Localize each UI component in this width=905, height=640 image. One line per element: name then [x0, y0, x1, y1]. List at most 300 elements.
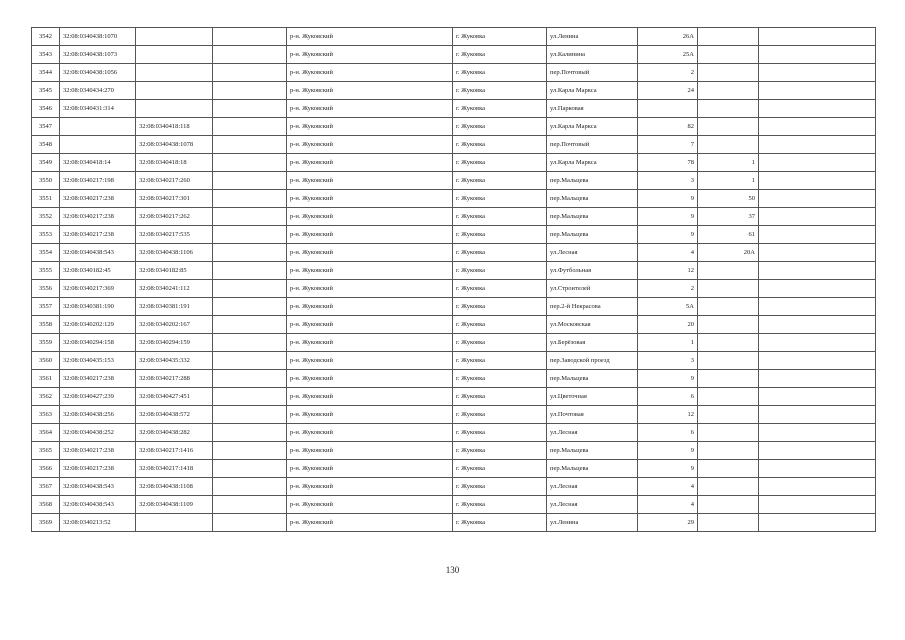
empty-cell [759, 82, 876, 100]
empty-cell [213, 406, 287, 424]
building-cadastral-cell [136, 100, 213, 118]
street-cell: ул.Ленина [547, 28, 638, 46]
empty-cell [213, 496, 287, 514]
table-row [32, 496, 876, 514]
cadastral-number-cell: 32:08:0340431:314 [60, 100, 136, 118]
building-cadastral-cell [136, 82, 213, 100]
empty-cell [759, 388, 876, 406]
flat-number-cell: 1 [698, 154, 759, 172]
flat-number-cell [698, 262, 759, 280]
city-cell: г. Жуковка [453, 352, 547, 370]
row-number-cell: 3559 [32, 334, 60, 352]
empty-cell [213, 370, 287, 388]
street-cell: ул.Карла Маркса [547, 154, 638, 172]
district-cell: р-н. Жуковский [287, 316, 453, 334]
house-number-cell: 20 [638, 316, 698, 334]
cadastral-number-cell: 32:08:0340438:543 [60, 244, 136, 262]
empty-cell [759, 442, 876, 460]
house-number-cell: 12 [638, 406, 698, 424]
building-cadastral-cell: 32:08:0340418:118 [136, 118, 213, 136]
building-cadastral-cell: 32:08:0340217:1418 [136, 460, 213, 478]
cadastral-number-cell: 32:08:0340427:239 [60, 388, 136, 406]
table-row [32, 190, 876, 208]
table-row [32, 226, 876, 244]
house-number-cell: 9 [638, 190, 698, 208]
flat-number-cell [698, 28, 759, 46]
flat-number-cell [698, 280, 759, 298]
table-row [32, 388, 876, 406]
flat-number-cell [698, 298, 759, 316]
empty-cell [213, 262, 287, 280]
empty-cell [759, 406, 876, 424]
house-number-cell: 4 [638, 478, 698, 496]
row-number-cell: 3556 [32, 280, 60, 298]
row-number-cell: 3568 [32, 496, 60, 514]
street-cell: ул.Московская [547, 316, 638, 334]
table-row [32, 172, 876, 190]
street-cell: ул.Почтовая [547, 406, 638, 424]
empty-cell [213, 424, 287, 442]
district-cell: р-н. Жуковский [287, 154, 453, 172]
row-number-cell: 3543 [32, 46, 60, 64]
building-cadastral-cell: 32:08:0340438:1108 [136, 478, 213, 496]
flat-number-cell [698, 388, 759, 406]
table-row [32, 478, 876, 496]
city-cell: г. Жуковка [453, 226, 547, 244]
city-cell: г. Жуковка [453, 82, 547, 100]
city-cell: г. Жуковка [453, 442, 547, 460]
table-row [32, 118, 876, 136]
row-number-cell: 3561 [32, 370, 60, 388]
city-cell: г. Жуковка [453, 118, 547, 136]
empty-cell [759, 100, 876, 118]
house-number-cell: 2 [638, 280, 698, 298]
district-cell: р-н. Жуковский [287, 370, 453, 388]
row-number-cell: 3564 [32, 424, 60, 442]
empty-cell [213, 298, 287, 316]
empty-cell [759, 298, 876, 316]
street-cell: ул.Калинина [547, 46, 638, 64]
flat-number-cell [698, 496, 759, 514]
street-cell: ул.Ленина [547, 514, 638, 532]
building-cadastral-cell [136, 514, 213, 532]
table-row [32, 352, 876, 370]
street-cell: ул.Строителей [547, 280, 638, 298]
house-number-cell: 9 [638, 442, 698, 460]
empty-cell [213, 244, 287, 262]
cadastral-number-cell: 32:08:0340217:198 [60, 172, 136, 190]
street-cell: ул.Лесная [547, 424, 638, 442]
house-number-cell: 7 [638, 136, 698, 154]
empty-cell [759, 208, 876, 226]
cadastral-number-cell [60, 118, 136, 136]
cadastral-number-cell: 32:08:0340438:1070 [60, 28, 136, 46]
table-row [32, 442, 876, 460]
building-cadastral-cell: 32:08:0340418:18 [136, 154, 213, 172]
empty-cell [759, 28, 876, 46]
district-cell: р-н. Жуковский [287, 388, 453, 406]
district-cell: р-н. Жуковский [287, 514, 453, 532]
house-number-cell: 26А [638, 28, 698, 46]
table-row [32, 244, 876, 262]
district-cell: р-н. Жуковский [287, 496, 453, 514]
building-cadastral-cell: 32:08:0340438:572 [136, 406, 213, 424]
table-row [32, 136, 876, 154]
empty-cell [759, 280, 876, 298]
district-cell: р-н. Жуковский [287, 208, 453, 226]
building-cadastral-cell [136, 64, 213, 82]
district-cell: р-н. Жуковский [287, 460, 453, 478]
street-cell: ул.Карла Маркса [547, 118, 638, 136]
district-cell: р-н. Жуковский [287, 100, 453, 118]
district-cell: р-н. Жуковский [287, 298, 453, 316]
cadastral-number-cell: 32:08:0340438:543 [60, 478, 136, 496]
page-number: 130 [445, 565, 460, 575]
city-cell: г. Жуковка [453, 460, 547, 478]
building-cadastral-cell: 32:08:0340217:301 [136, 190, 213, 208]
flat-number-cell [698, 82, 759, 100]
row-number-cell: 3551 [32, 190, 60, 208]
flat-number-cell [698, 514, 759, 532]
street-cell: пер.Почтовый [547, 136, 638, 154]
cadastral-number-cell: 32:08:0340381:190 [60, 298, 136, 316]
street-cell: пер.Заводской проезд [547, 352, 638, 370]
empty-cell [213, 64, 287, 82]
cadastral-number-cell: 32:08:0340438:256 [60, 406, 136, 424]
flat-number-cell [698, 100, 759, 118]
empty-cell [213, 388, 287, 406]
flat-number-cell [698, 442, 759, 460]
flat-number-cell [698, 370, 759, 388]
building-cadastral-cell: 32:08:0340217:535 [136, 226, 213, 244]
row-number-cell: 3558 [32, 316, 60, 334]
building-cadastral-cell [136, 46, 213, 64]
building-cadastral-cell: 32:08:0340182:85 [136, 262, 213, 280]
street-cell: пер.Мальцева [547, 460, 638, 478]
flat-number-cell [698, 136, 759, 154]
cadastral-number-cell: 32:08:0340435:153 [60, 352, 136, 370]
flat-number-cell: 61 [698, 226, 759, 244]
empty-cell [759, 118, 876, 136]
table-row [32, 100, 876, 118]
empty-cell [759, 370, 876, 388]
building-cadastral-cell: 32:08:0340202:167 [136, 316, 213, 334]
city-cell: г. Жуковка [453, 370, 547, 388]
table-row [32, 334, 876, 352]
city-cell: г. Жуковка [453, 262, 547, 280]
district-cell: р-н. Жуковский [287, 82, 453, 100]
cadastral-number-cell: 32:08:0340434:270 [60, 82, 136, 100]
empty-cell [213, 208, 287, 226]
district-cell: р-н. Жуковский [287, 46, 453, 64]
empty-cell [759, 154, 876, 172]
flat-number-cell: 37 [698, 208, 759, 226]
table-row [32, 316, 876, 334]
row-number-cell: 3560 [32, 352, 60, 370]
empty-cell [213, 118, 287, 136]
table-row [32, 46, 876, 64]
empty-cell [213, 352, 287, 370]
row-number-cell: 3544 [32, 64, 60, 82]
row-number-cell: 3553 [32, 226, 60, 244]
row-number-cell: 3557 [32, 298, 60, 316]
row-number-cell: 3567 [32, 478, 60, 496]
street-cell: ул.Парковая [547, 100, 638, 118]
district-cell: р-н. Жуковский [287, 406, 453, 424]
empty-cell [759, 244, 876, 262]
cadastral-number-cell: 32:08:0340213:52 [60, 514, 136, 532]
row-number-cell: 3562 [32, 388, 60, 406]
house-number-cell: 3 [638, 352, 698, 370]
building-cadastral-cell: 32:08:0340217:288 [136, 370, 213, 388]
row-number-cell: 3566 [32, 460, 60, 478]
street-cell: ул.Берёзовая [547, 334, 638, 352]
empty-cell [759, 46, 876, 64]
street-cell: ул.Лесная [547, 478, 638, 496]
street-cell: ул.Карла Маркса [547, 82, 638, 100]
city-cell: г. Жуковка [453, 64, 547, 82]
flat-number-cell [698, 64, 759, 82]
row-number-cell: 3554 [32, 244, 60, 262]
district-cell: р-н. Жуковский [287, 478, 453, 496]
street-cell: ул.Футбольная [547, 262, 638, 280]
house-number-cell: 9 [638, 460, 698, 478]
district-cell: р-н. Жуковский [287, 442, 453, 460]
house-number-cell: 9 [638, 226, 698, 244]
flat-number-cell [698, 424, 759, 442]
city-cell: г. Жуковка [453, 316, 547, 334]
house-number-cell: 25А [638, 46, 698, 64]
cadastral-number-cell: 32:08:0340182:45 [60, 262, 136, 280]
house-number-cell: 4 [638, 244, 698, 262]
empty-cell [759, 352, 876, 370]
city-cell: г. Жуковка [453, 100, 547, 118]
row-number-cell: 3549 [32, 154, 60, 172]
table-row [32, 298, 876, 316]
empty-cell [759, 262, 876, 280]
row-number-cell: 3548 [32, 136, 60, 154]
city-cell: г. Жуковка [453, 208, 547, 226]
house-number-cell: 78 [638, 154, 698, 172]
city-cell: г. Жуковка [453, 424, 547, 442]
table-row [32, 154, 876, 172]
building-cadastral-cell: 32:08:0340435:332 [136, 352, 213, 370]
empty-cell [213, 478, 287, 496]
district-cell: р-н. Жуковский [287, 280, 453, 298]
city-cell: г. Жуковка [453, 514, 547, 532]
row-number-cell: 3545 [32, 82, 60, 100]
street-cell: пер.Мальцева [547, 190, 638, 208]
empty-cell [759, 424, 876, 442]
empty-cell [213, 226, 287, 244]
row-number-cell: 3546 [32, 100, 60, 118]
cadastral-number-cell: 32:08:0340438:1056 [60, 64, 136, 82]
street-cell: ул.Лесная [547, 496, 638, 514]
street-cell: пер.Мальцева [547, 208, 638, 226]
table-row [32, 262, 876, 280]
city-cell: г. Жуковка [453, 388, 547, 406]
flat-number-cell [698, 352, 759, 370]
house-number-cell: 82 [638, 118, 698, 136]
empty-cell [759, 172, 876, 190]
table-row [32, 64, 876, 82]
row-number-cell: 3555 [32, 262, 60, 280]
cadastral-number-cell: 32:08:0340217:238 [60, 460, 136, 478]
row-number-cell: 3552 [32, 208, 60, 226]
district-cell: р-н. Жуковский [287, 118, 453, 136]
table-row [32, 28, 876, 46]
cadastral-number-cell: 32:08:0340217:238 [60, 208, 136, 226]
street-cell: ул.Цветочная [547, 388, 638, 406]
property-register-table [31, 27, 876, 532]
city-cell: г. Жуковка [453, 496, 547, 514]
table-row [32, 514, 876, 532]
empty-cell [213, 136, 287, 154]
table-row [32, 208, 876, 226]
house-number-cell: 5А [638, 298, 698, 316]
district-cell: р-н. Жуковский [287, 334, 453, 352]
empty-cell [213, 82, 287, 100]
street-cell: пер.2-й Некрасова [547, 298, 638, 316]
district-cell: р-н. Жуковский [287, 28, 453, 46]
empty-cell [759, 64, 876, 82]
cadastral-number-cell: 32:08:0340418:14 [60, 154, 136, 172]
house-number-cell: 2 [638, 64, 698, 82]
building-cadastral-cell [136, 28, 213, 46]
cadastral-number-cell: 32:08:0340438:543 [60, 496, 136, 514]
empty-cell [759, 316, 876, 334]
building-cadastral-cell: 32:08:0340427:451 [136, 388, 213, 406]
city-cell: г. Жуковка [453, 244, 547, 262]
table-row [32, 406, 876, 424]
district-cell: р-н. Жуковский [287, 424, 453, 442]
cadastral-number-cell: 32:08:0340217:238 [60, 442, 136, 460]
building-cadastral-cell: 32:08:0340381:191 [136, 298, 213, 316]
cadastral-number-cell: 32:08:0340217:238 [60, 190, 136, 208]
flat-number-cell: 1 [698, 172, 759, 190]
building-cadastral-cell: 32:08:0340217:262 [136, 208, 213, 226]
street-cell: ул.Лесная [547, 244, 638, 262]
building-cadastral-cell: 32:08:0340217:260 [136, 172, 213, 190]
flat-number-cell: 50 [698, 190, 759, 208]
table-row [32, 82, 876, 100]
house-number-cell: 3 [638, 172, 698, 190]
cadastral-number-cell: 32:08:0340438:1073 [60, 46, 136, 64]
building-cadastral-cell: 32:08:0340438:1106 [136, 244, 213, 262]
city-cell: г. Жуковка [453, 46, 547, 64]
row-number-cell: 3569 [32, 514, 60, 532]
building-cadastral-cell: 32:08:0340241:112 [136, 280, 213, 298]
house-number-cell: 12 [638, 262, 698, 280]
table-row [32, 460, 876, 478]
empty-cell [759, 226, 876, 244]
district-cell: р-н. Жуковский [287, 352, 453, 370]
city-cell: г. Жуковка [453, 28, 547, 46]
district-cell: р-н. Жуковский [287, 226, 453, 244]
city-cell: г. Жуковка [453, 280, 547, 298]
empty-cell [759, 496, 876, 514]
flat-number-cell: 20А [698, 244, 759, 262]
city-cell: г. Жуковка [453, 172, 547, 190]
cadastral-number-cell: 32:08:0340217:238 [60, 226, 136, 244]
empty-cell [213, 334, 287, 352]
flat-number-cell [698, 406, 759, 424]
house-number-cell: 6 [638, 388, 698, 406]
city-cell: г. Жуковка [453, 190, 547, 208]
cadastral-number-cell: 32:08:0340294:158 [60, 334, 136, 352]
table-row [32, 370, 876, 388]
empty-cell [759, 478, 876, 496]
empty-cell [213, 190, 287, 208]
empty-cell [213, 316, 287, 334]
cadastral-number-cell: 32:08:0340217:238 [60, 370, 136, 388]
street-cell: пер.Мальцева [547, 226, 638, 244]
district-cell: р-н. Жуковский [287, 64, 453, 82]
flat-number-cell [698, 334, 759, 352]
cadastral-number-cell: 32:08:0340438:252 [60, 424, 136, 442]
empty-cell [213, 100, 287, 118]
house-number-cell: 1 [638, 334, 698, 352]
empty-cell [213, 28, 287, 46]
building-cadastral-cell: 32:08:0340217:1416 [136, 442, 213, 460]
empty-cell [759, 334, 876, 352]
house-number-cell: 29 [638, 514, 698, 532]
district-cell: р-н. Жуковский [287, 172, 453, 190]
table-row [32, 424, 876, 442]
house-number-cell [638, 100, 698, 118]
district-cell: р-н. Жуковский [287, 244, 453, 262]
city-cell: г. Жуковка [453, 136, 547, 154]
flat-number-cell [698, 316, 759, 334]
empty-cell [759, 190, 876, 208]
flat-number-cell [698, 478, 759, 496]
empty-cell [759, 460, 876, 478]
empty-cell [759, 514, 876, 532]
cadastral-number-cell [60, 136, 136, 154]
row-number-cell: 3565 [32, 442, 60, 460]
street-cell: пер.Мальцева [547, 442, 638, 460]
street-cell: пер.Почтовый [547, 64, 638, 82]
district-cell: р-н. Жуковский [287, 136, 453, 154]
house-number-cell: 9 [638, 370, 698, 388]
empty-cell [213, 46, 287, 64]
cadastral-number-cell: 32:08:0340217:369 [60, 280, 136, 298]
empty-cell [759, 136, 876, 154]
city-cell: г. Жуковка [453, 406, 547, 424]
building-cadastral-cell: 32:08:0340438:282 [136, 424, 213, 442]
city-cell: г. Жуковка [453, 298, 547, 316]
city-cell: г. Жуковка [453, 334, 547, 352]
building-cadastral-cell: 32:08:0340294:159 [136, 334, 213, 352]
empty-cell [213, 280, 287, 298]
empty-cell [213, 442, 287, 460]
flat-number-cell [698, 460, 759, 478]
district-cell: р-н. Жуковский [287, 190, 453, 208]
city-cell: г. Жуковка [453, 478, 547, 496]
table-row [32, 280, 876, 298]
house-number-cell: 9 [638, 208, 698, 226]
empty-cell [213, 514, 287, 532]
house-number-cell: 6 [638, 424, 698, 442]
district-cell: р-н. Жуковский [287, 262, 453, 280]
street-cell: пер.Мальцева [547, 172, 638, 190]
building-cadastral-cell: 32:08:0340438:1078 [136, 136, 213, 154]
empty-cell [213, 460, 287, 478]
flat-number-cell [698, 46, 759, 64]
empty-cell [213, 172, 287, 190]
street-cell: пер.Мальцева [547, 370, 638, 388]
house-number-cell: 24 [638, 82, 698, 100]
